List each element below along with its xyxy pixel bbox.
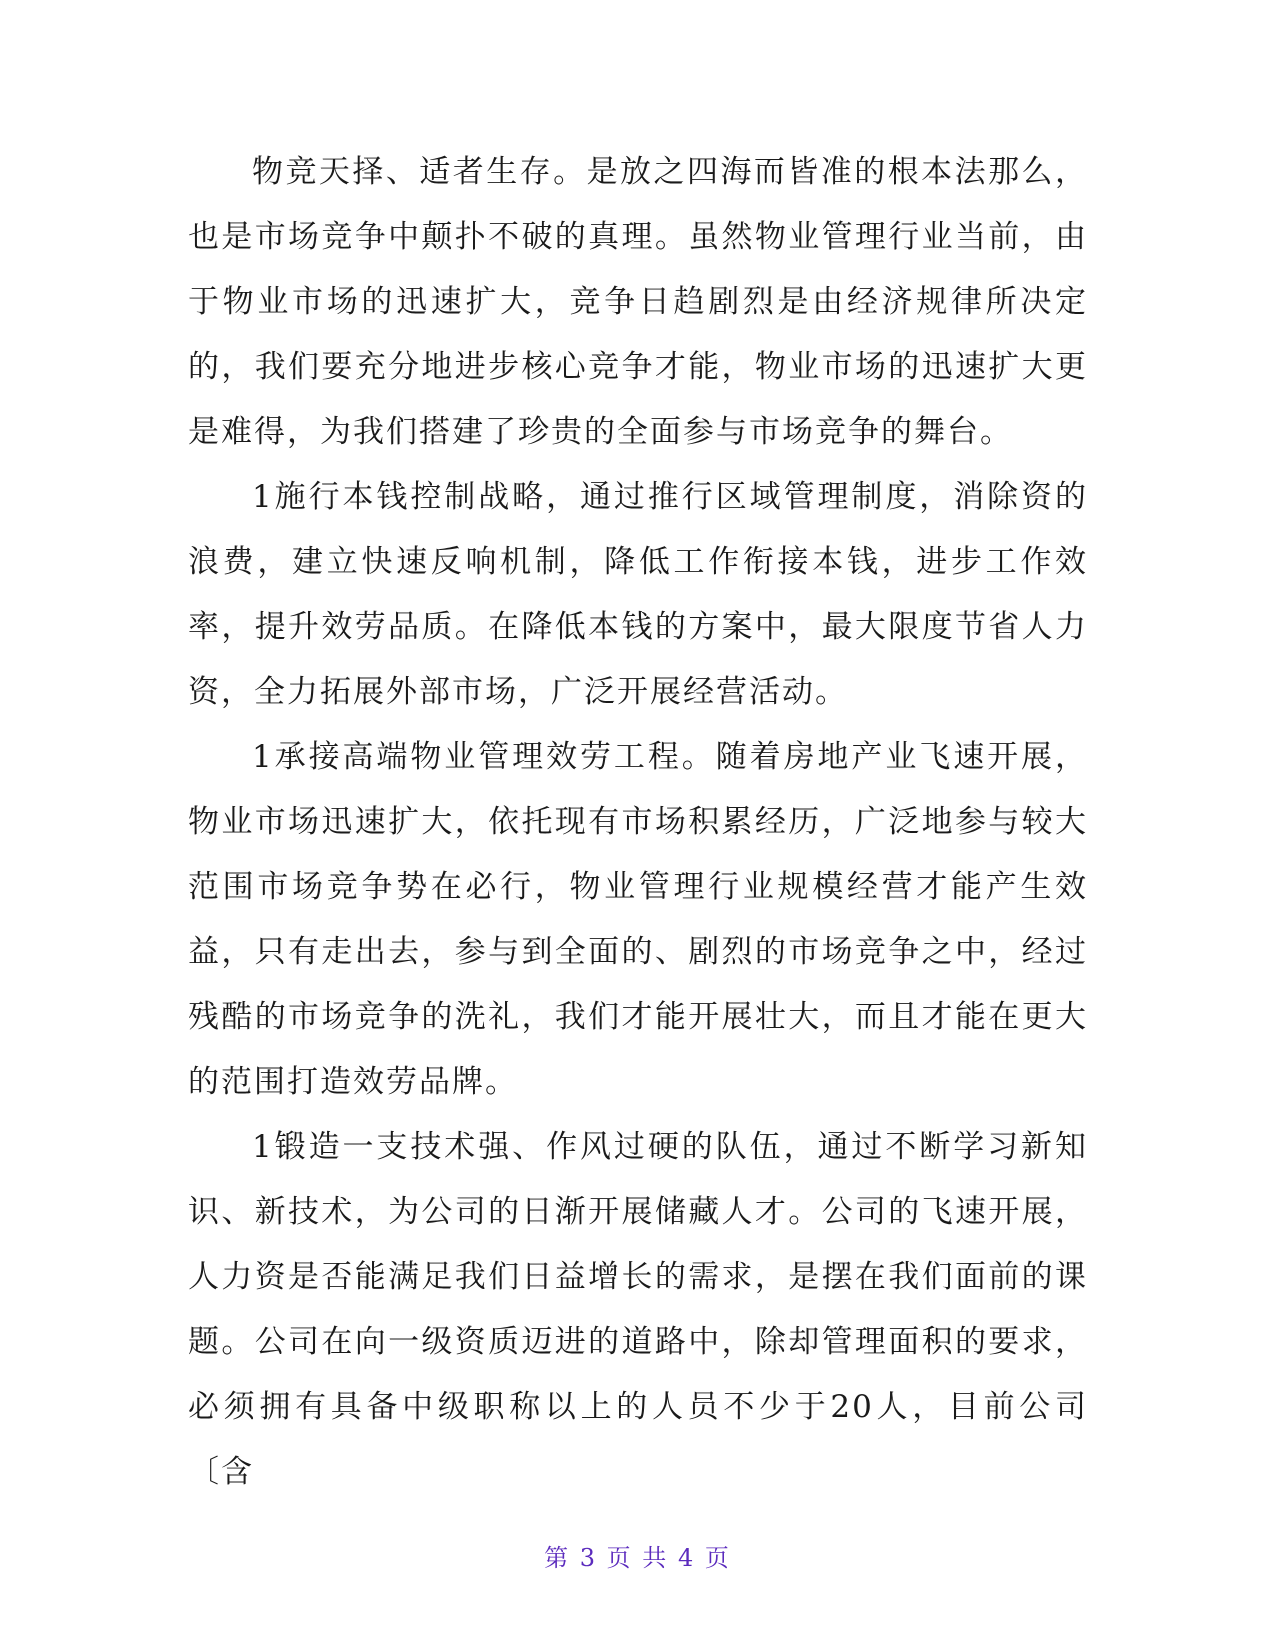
page-number-footer: 第 3 页 共 4 页: [544, 1544, 731, 1572]
paragraph: 1锻造一支技术强、作风过硬的队伍，通过不断学习新知识、新技术，为公司的日渐开展储藏人才。公司的飞速开展，人力资是否能满足我们日益增长的需求，是摆在我们面前的课题。公司在向一级资质迈进的道路中，除却管理面积的要求，必须拥有具备中级职称以上的人员不少于20人，目前公司〔含: [188, 1129, 1088, 1490]
document-body: [188, 140, 1088, 1505]
paragraph: 1承接高端物业管理效劳工程。随着房地产业飞速开展，物业市场迅速扩大，依托现有市场积累经历，广泛地参与较大范围市场竞争势在必行，物业管理行业规模经营才能产生效益，只有走出去，参与到全面的、剧烈的市场竞争之中，经过残酷的市场竞争的洗礼，我们才能开展壮大，而且才能在更大的范围打造效劳品牌。: [188, 739, 1088, 1100]
paragraph: 物竞天择、适者生存。是放之四海而皆准的根本法那么，也是市场竞争中颠扑不破的真理。虽然物业管理行业当前，由于物业市场的迅速扩大，竞争日趋剧烈是由经济规律所决定的，我们要充分地进步核心竞争才能，物业市场的迅速扩大更是难得，为我们搭建了珍贵的全面参与市场竞争的舞台。: [188, 154, 1088, 450]
paragraph: 1施行本钱控制战略，通过推行区域管理制度，消除资的浪费，建立快速反响机制，降低工作衔接本钱，进步工作效率，提升效劳品质。在降低本钱的方案中，最大限度节省人力资，全力拓展外部市场，广泛开展经营活动。: [188, 479, 1088, 710]
